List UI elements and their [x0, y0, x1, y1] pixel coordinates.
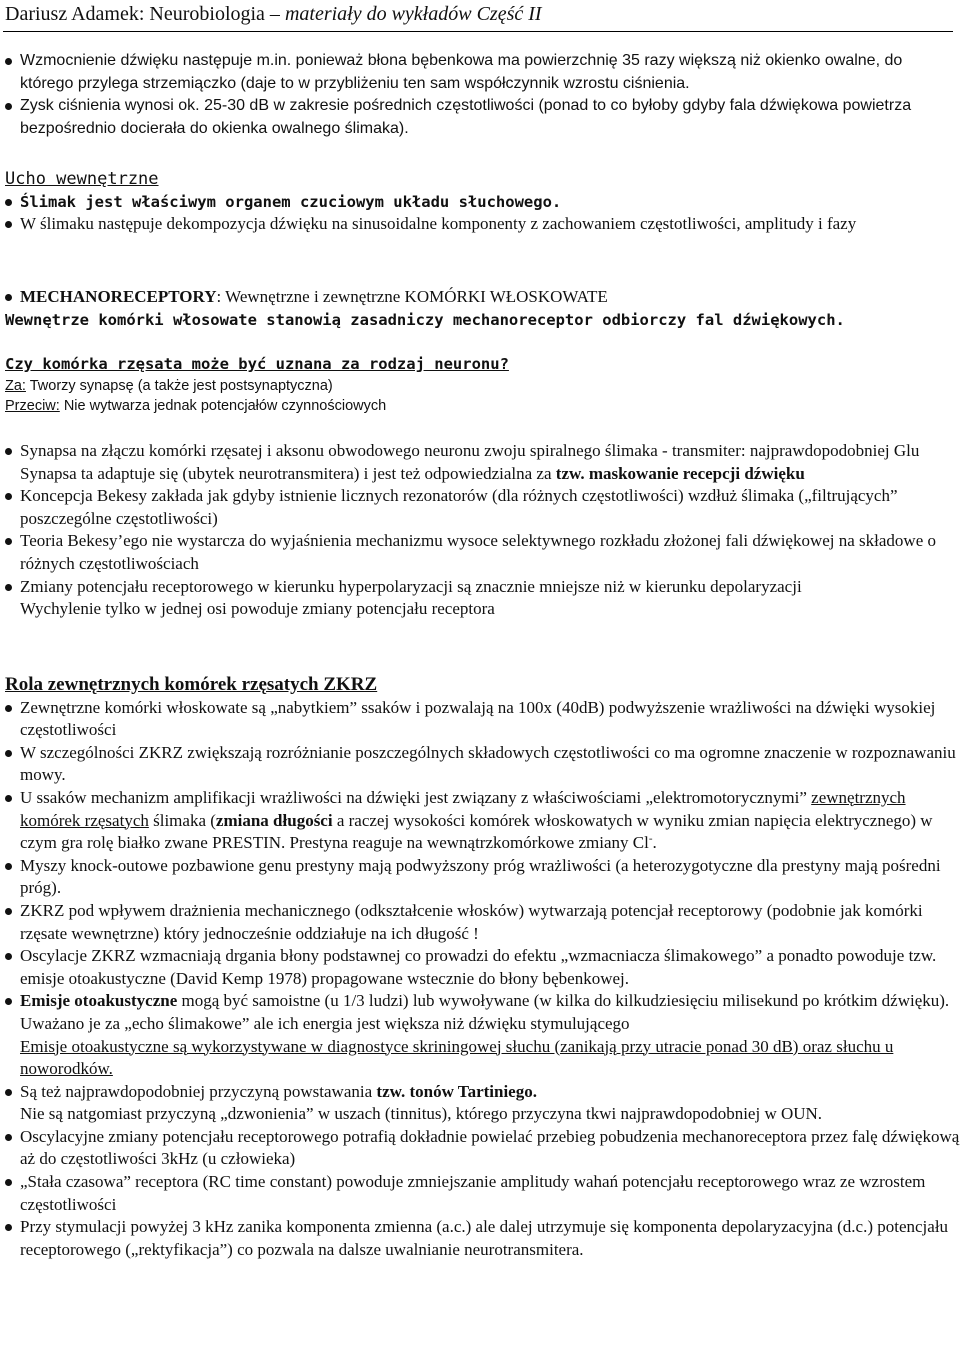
list-item	[0, 286, 960, 309]
section-heading: Ucho wewnętrzne	[5, 169, 159, 189]
underlined-term: zewnętrznych komórek rzęsatych	[20, 787, 906, 830]
against-text: Nie wytwarza jednak potencjałów czynnościowych	[59, 397, 387, 414]
mechanoreceptor-block	[0, 286, 960, 331]
list-item: Oscylacje ZKRZ wzmacniają drgania błony podstawnej co prowadzi do efektu „wzmacniacza ślimakowego” a ponadto powoduje tzw. emisje otoakustyczne (David Kemp 1978) propagowane wstecznie do błony bębenkowej.	[0, 945, 960, 990]
question-heading: Czy komórka rzęsata może być uznana za rodzaj neuronu?	[5, 355, 509, 373]
question-block	[0, 353, 960, 416]
list-item: Koncepcja Bekesy zakłada jak gdyby istnienie licznych rezonatorów (dla różnych częstotliwości) wzdłuż ślimaka („filtrujących” poszczególne częstotliwości)	[0, 485, 960, 530]
item-text: a raczej wysokości komórek włoskowatych w wyniku zmian napięcia elektrycznego) w czym gra rolę białko zwane PRESTIN. Prestyna reaguje na wewnątrzkomórkowe zmiany Cl	[20, 810, 933, 853]
item-text: Są też najprawdopodobniej przyczyną powstawania	[20, 1081, 377, 1101]
list-item-continuation: Nie są natgomiast przyczyną „dzwonienia” w uszach (tinnitus), którego przyczyna tkwi najprawdopodobniej w OUN.	[20, 1104, 823, 1124]
for-label: Za:	[5, 377, 26, 394]
item-text: Synapsa ta adaptuje się (ubytek neurotransmitera) i jest też odpowiedzialna za	[20, 463, 556, 483]
list-item: „Stała czasowa” receptora (RC time constant) powoduje zmniejszanie amplitudy wahań potencjału receptorowego wraz ze wzrostem częstotliwości	[0, 1171, 960, 1216]
list-item: Myszy knock-outowe pozbawione genu prestyny mają podwyższony próg wrażliwości (a heterozygotyczne dla prestyny mają pośredni próg).	[0, 855, 960, 900]
item-text: .	[652, 833, 657, 853]
section-heading: Rola zewnętrznych komórek rzęsatych ZKRZ	[5, 674, 378, 695]
list-item-continuation: Wychylenie tylko w jednej osi powoduje zmiany potencjału receptora	[20, 599, 495, 619]
bold-term: Emisje otoakustyczne	[20, 991, 178, 1011]
bold-term: tzw. tonów Tartiniego.	[376, 1081, 537, 1101]
list-item	[0, 990, 960, 1035]
for-text: Tworzy synapsę (a także jest postsynaptyczna)	[25, 377, 333, 394]
key-statement: Wewnętrze komórki włosowate stanowią zasadniczy mechanoreceptor odbiorczy fal dźwiękowych.	[5, 310, 845, 329]
synapse-list	[0, 440, 960, 621]
superscript-minus: -	[648, 832, 653, 845]
list-item: Wzmocnienie dźwięku następuje m.in. ponieważ błona bębenkowa ma powierzchnię 35 razy większą niż okienko owalne, do którego przylega strzemiączko (daje to w przybliżeniu ten sam współczynnik wzrostu ciśnienia.	[0, 50, 960, 95]
list-item	[0, 1081, 960, 1104]
list-item: Zewnętrzne komórki włoskowate są „nabytkiem” ssaków i pozwalają na 100x (40dB) podwyższenie wrażliwości na dźwięki wysokiej częstotliwości	[0, 697, 960, 742]
list-item: Zysk ciśnienia wynosi ok. 25-30 dB w zakresie pośrednich częstotliwości (ponad to co byłoby gdyby fala dźwiękowa powietrza bezpośrednio docierała do okienka owalnego ślimaka).	[0, 95, 960, 140]
inner-ear-section	[0, 168, 960, 236]
list-item: ZKRZ pod wpływem drażnienia mechanicznego (odkształcenie włosków) wytwarzają potencjał receptorowy (podobnie jak komórki rzęsate wewnętrzne) który jednocześnie oddziałuje na ich długość !	[0, 900, 960, 945]
header-author: Dariusz Adamek: Neurobiologia –	[5, 3, 285, 25]
list-item: W szczególności ZKRZ zwiększają rozróżnianie poszczególnych składowych częstotliwości co ma ogromne znaczenie w rozpoznawaniu mowy.	[0, 742, 960, 787]
item-text: mogą być samoistne (u 1/3 ludzi) lub wywoływane (w kilka do kilkudziesięciu milisekund po krótkim dźwięku). Uważano je za „echo ślimakowe” ale ich energia jest większa niż dźwięku stymulującego	[20, 991, 950, 1033]
list-item: Przy stymulacji powyżej 3 kHz zanika komponenta zmienna (a.c.) ale dalej utrzymuje się komponenta depolaryzacyjna (d.c.) potencjału receptorowego („rektyfikacja”) co pozwala na dalsze uwalnianie neurotransmitera.	[0, 1216, 960, 1261]
bold-term: MECHANORECEPTORY	[20, 287, 217, 306]
argument-against	[0, 396, 960, 416]
list-item: W ślimaku następuje dekompozycja dźwięku na sinusoidalne komponenty z zachowaniem częstotliwości, amplitudy i fazy	[0, 213, 960, 236]
page-header	[5, 2, 542, 26]
item-text: ślimaka (	[148, 810, 216, 830]
list-item: Zmiany potencjału receptorowego w kierunku hyperpolaryzacji są znacznie mniejsze niż w kierunku depolaryzacji	[0, 576, 960, 599]
underlined-paragraph: Emisje otoakustyczne są wykorzystywane w diagnostyce skriningowej słuchu (zanikają przy utracie ponad 30 dB) oraz słuchu u noworodków.	[20, 1036, 894, 1079]
list-item: Synapsa na złączu komórki rzęsatej i aksonu obwodowego neuronu zwoju spiralnego ślimaka - transmiter: najprawdopodobniej Glu	[0, 440, 960, 463]
item-text: U ssaków mechanizm amplifikacji wrażliwości na dźwięki jest związany z właściwościami „elektromotorycznymi”	[20, 787, 812, 807]
list-item: Oscylacyjne zmiany potencjału receptorowego potrafią dokładnie powielać przebieg pobudzenia mechanoreceptora przez falę dźwiękową aż do częstotliwości 3kHz (u człowieka)	[0, 1126, 960, 1171]
bold-term: zmiana długości	[215, 810, 333, 830]
list-item-continuation	[0, 463, 960, 486]
intro-list	[0, 50, 960, 140]
item-text: : Wewnętrzne i zewnętrzne KOMÓRKI WŁOSKOWATE	[216, 287, 608, 306]
bold-term: tzw. maskowanie recepcji dźwięku	[555, 463, 805, 483]
against-label: Przeciw:	[5, 397, 60, 414]
list-item: Teoria Bekesy’ego nie wystarcza do wyjaśnienia mechanizmu wysoce selektywnego rozkładu złożonej fali dźwiękowej na składowe o różnych częstotliwościach	[0, 530, 960, 575]
header-divider	[3, 31, 953, 32]
list-item	[0, 787, 960, 855]
header-subtitle: materiały do wykładów Część II	[284, 3, 542, 25]
outer-hair-cells-section	[0, 674, 960, 1261]
list-item: Ślimak jest właściwym organem czuciowym układu słuchowego.	[0, 191, 960, 214]
argument-for	[0, 376, 960, 396]
